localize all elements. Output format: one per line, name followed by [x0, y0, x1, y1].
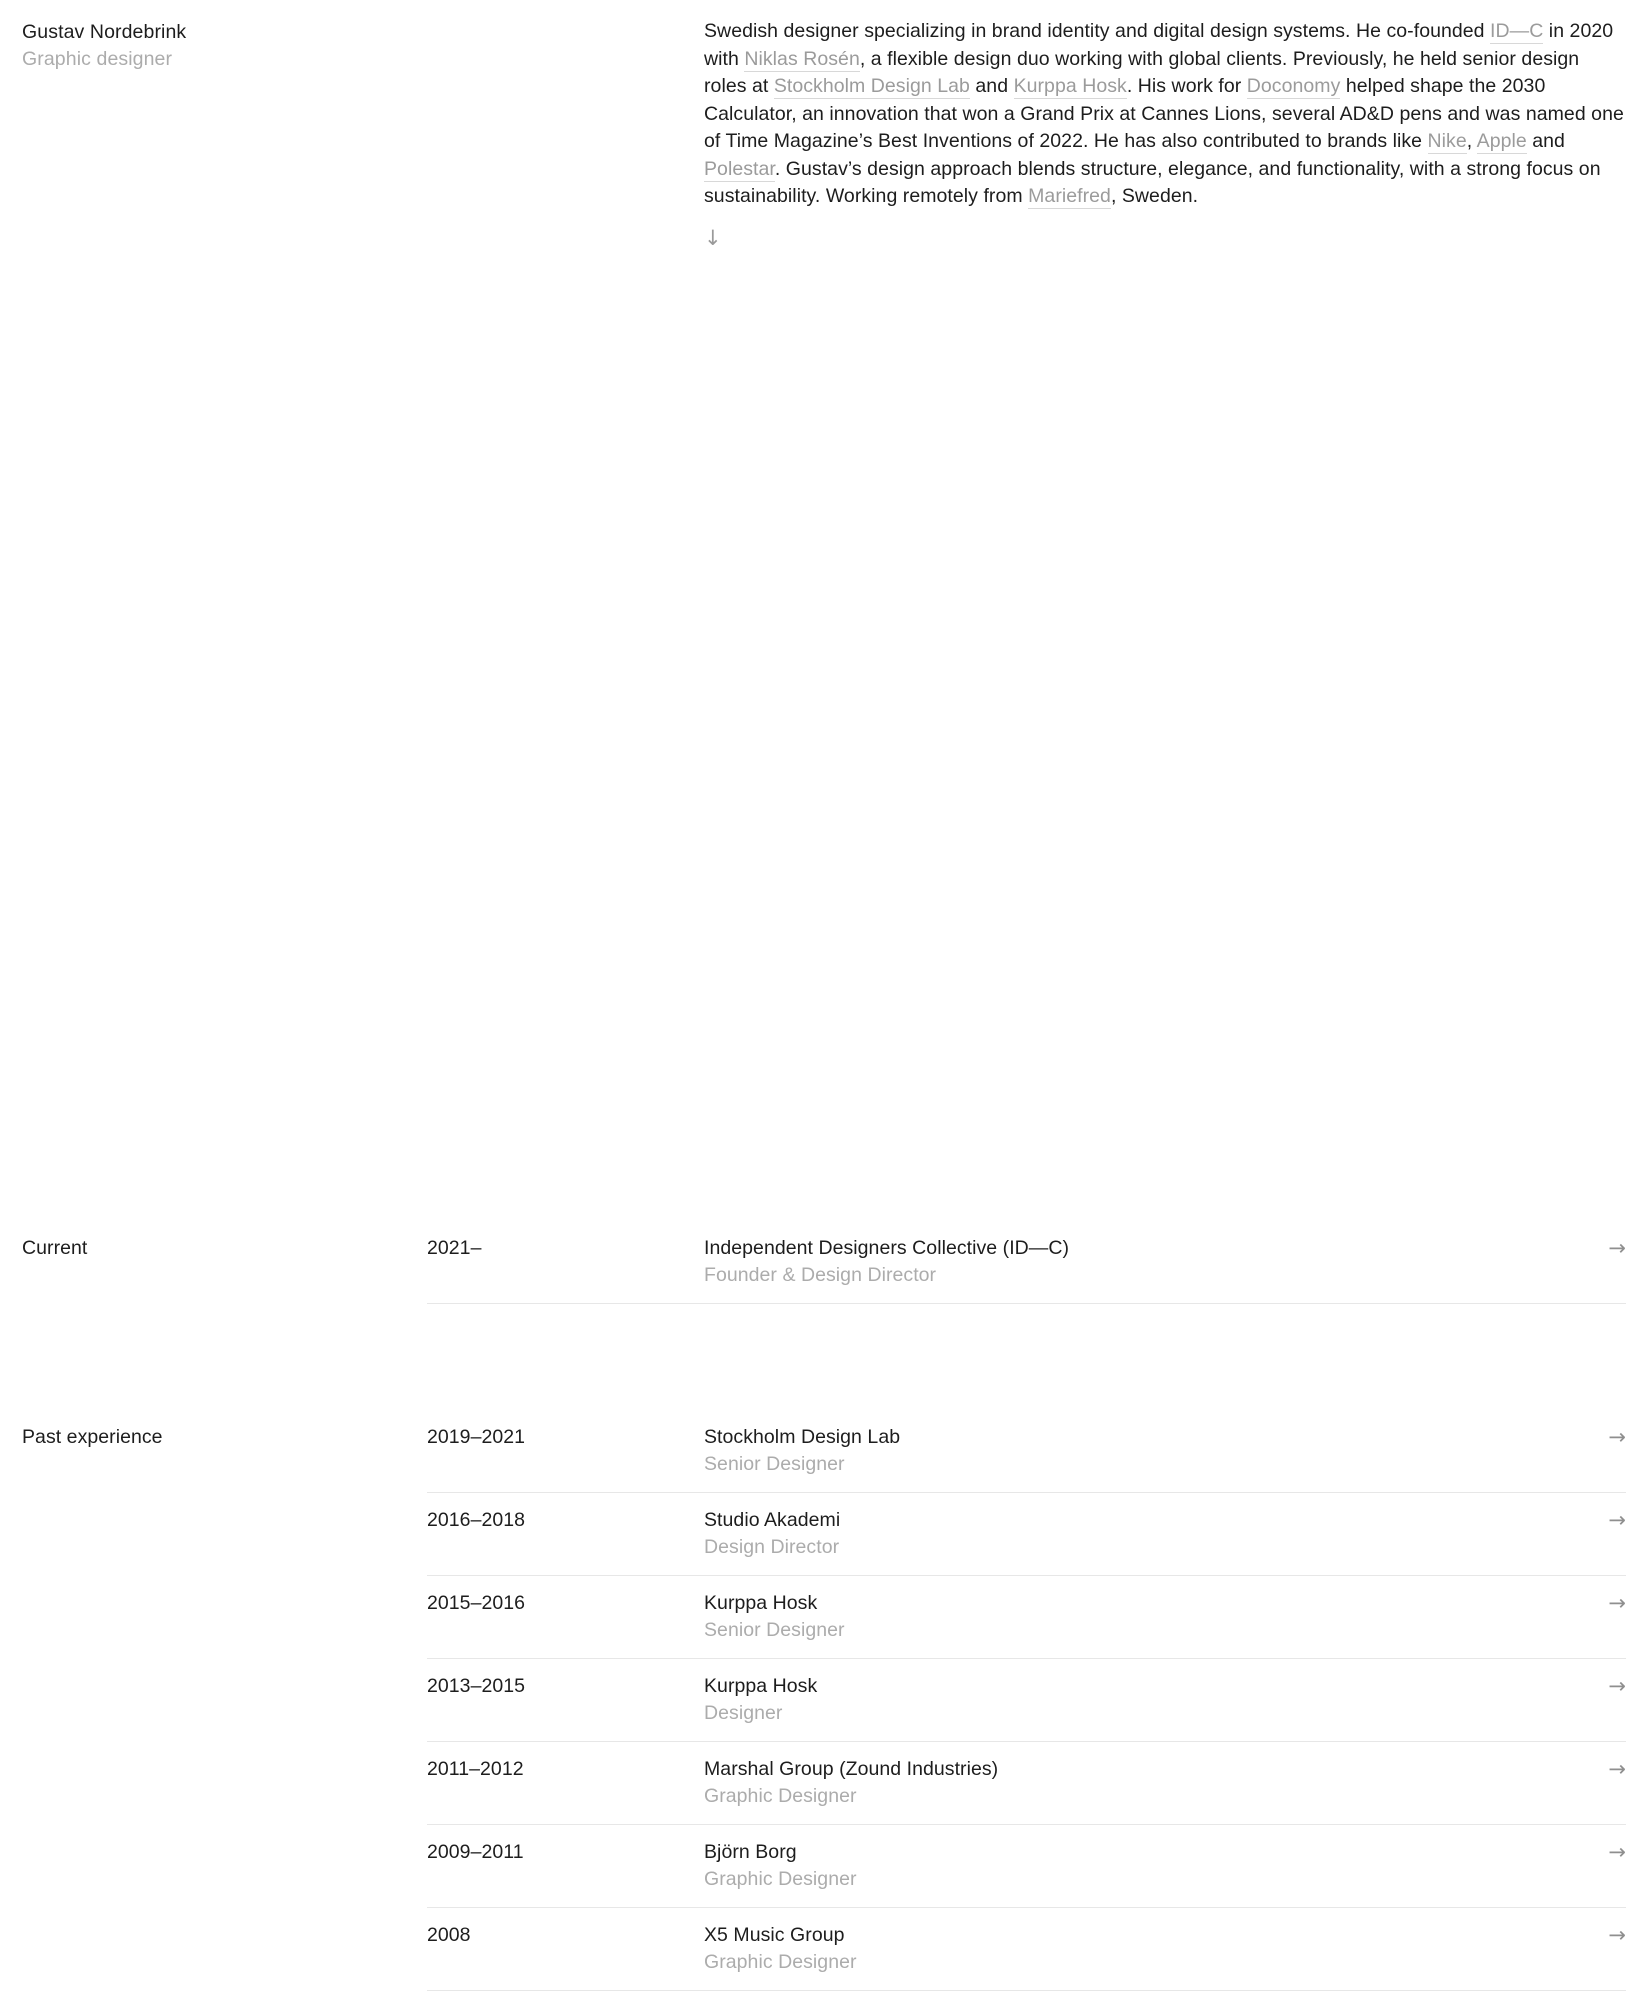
bio-text: Swedish designer specializing in brand identity and digital design systems. He co-founded [704, 20, 1491, 42]
list-item[interactable] [427, 1576, 1626, 1659]
experience-list [427, 1424, 1626, 1991]
experience-title: X5 Music Group [704, 1924, 845, 1946]
arrow-right-icon[interactable]: → [1608, 1674, 1626, 1698]
experience-title: Stockholm Design Lab [704, 1426, 901, 1448]
profile-role: Graphic designer [22, 48, 173, 70]
arrow-right-icon[interactable]: → [1608, 1923, 1626, 1947]
experience-subtitle: Senior Designer [704, 1453, 845, 1475]
page-title: Gustav Nordebrink [22, 21, 187, 43]
experience-sections [0, 1235, 1648, 1991]
bio-link[interactable]: Polestar [704, 157, 775, 180]
experience-details [704, 1424, 1586, 1478]
experience-years: 2016–2018 [427, 1509, 526, 1531]
arrow-right-icon[interactable]: → [1608, 1236, 1626, 1260]
experience-title: Björn Borg [704, 1841, 797, 1863]
bio-link[interactable]: Doconomy [1246, 75, 1341, 97]
list-item[interactable] [427, 1659, 1626, 1742]
section-row [22, 1235, 1626, 1304]
intro-block [22, 18, 1626, 249]
bio-text: helped shape the 2030 Calculator, an innovation that won a Grand Prix at Cannes Lions, several AD&D pens and was named one of Time Magazine’s Best Inventions of 2022. He has also contributed to brands like [704, 75, 1624, 152]
experience-list [427, 1235, 1626, 1304]
bio-link[interactable]: Niklas Rosén [744, 47, 860, 70]
arrow-right-icon[interactable]: → [1608, 1508, 1626, 1532]
arrow-right-icon[interactable]: → [1608, 1425, 1626, 1449]
experience-subtitle: Senior Designer [704, 1619, 845, 1641]
experience-years: 2019–2021 [427, 1426, 526, 1448]
experience-title: Kurppa Hosk [704, 1675, 818, 1697]
experience-title: Marshal Group (Zound Industries) [704, 1758, 999, 1780]
list-item[interactable] [427, 1825, 1626, 1908]
section-label: Current [22, 1237, 88, 1259]
experience-subtitle: Design Director [704, 1536, 840, 1558]
section-row [22, 1424, 1626, 1991]
arrow-right-icon[interactable]: → [1608, 1591, 1626, 1615]
list-item[interactable] [427, 1424, 1626, 1493]
experience-years: 2013–2015 [427, 1675, 526, 1697]
experience-title: Kurppa Hosk [704, 1592, 818, 1614]
experience-years: 2021– [427, 1237, 482, 1259]
experience-years: 2011–2012 [427, 1758, 524, 1780]
list-item[interactable] [427, 1908, 1626, 1991]
bio-text: and [1526, 130, 1565, 152]
arrow-right-icon[interactable]: → [1608, 1757, 1626, 1781]
experience-details [704, 1756, 1586, 1810]
page-root [0, 0, 1648, 249]
experience-subtitle: Founder & Design Director [704, 1264, 937, 1286]
arrow-down-icon[interactable]: ↓ [704, 225, 722, 250]
bio-link[interactable]: Nike [1427, 130, 1467, 152]
bio-text: , Sweden. [1110, 185, 1199, 207]
identity-block [22, 18, 427, 73]
experience-title: Studio Akademi [704, 1509, 841, 1531]
bio-link[interactable]: Mariefred [1028, 185, 1111, 207]
experience-section [22, 1235, 1626, 1304]
profile-bio [704, 18, 1626, 211]
experience-details [704, 1590, 1586, 1644]
experience-details [704, 1673, 1586, 1727]
list-item[interactable] [427, 1235, 1626, 1304]
section-label: Past experience [22, 1426, 163, 1448]
list-item[interactable] [427, 1493, 1626, 1576]
bio-text: and [969, 75, 1014, 97]
bio-link[interactable]: ID—C [1490, 20, 1544, 42]
experience-subtitle: Graphic Designer [704, 1951, 857, 1973]
bio-text: . His work for [1126, 75, 1247, 97]
experience-years: 2009–2011 [427, 1841, 524, 1863]
bio-text: . Gustav’s design approach blends structure, elegance, and functionality, with a strong focus on sustainability. Working remotely from [704, 157, 1601, 207]
bio-text: in 2020 with [704, 20, 1614, 70]
bio-link[interactable]: Apple [1476, 130, 1527, 152]
arrow-right-icon[interactable]: → [1608, 1840, 1626, 1864]
bio-column [704, 18, 1626, 249]
bio-link[interactable]: Kurppa Hosk [1013, 75, 1127, 97]
bio-text: , [1466, 130, 1477, 152]
experience-years: 2008 [427, 1924, 471, 1946]
experience-section [22, 1424, 1626, 1991]
experience-subtitle: Designer [704, 1702, 783, 1724]
experience-details [704, 1839, 1586, 1893]
bio-text: , a flexible design duo working with global clients. Previously, he held senior design roles at [704, 47, 1580, 97]
experience-details [704, 1235, 1586, 1289]
experience-subtitle: Graphic Designer [704, 1868, 857, 1890]
experience-years: 2015–2016 [427, 1592, 526, 1614]
experience-details [704, 1922, 1586, 1976]
experience-details [704, 1507, 1586, 1561]
experience-subtitle: Graphic Designer [704, 1785, 857, 1807]
list-item[interactable] [427, 1742, 1626, 1825]
bio-link[interactable]: Stockholm Design Lab [773, 75, 970, 97]
experience-title: Independent Designers Collective (ID—C) [704, 1237, 1070, 1259]
